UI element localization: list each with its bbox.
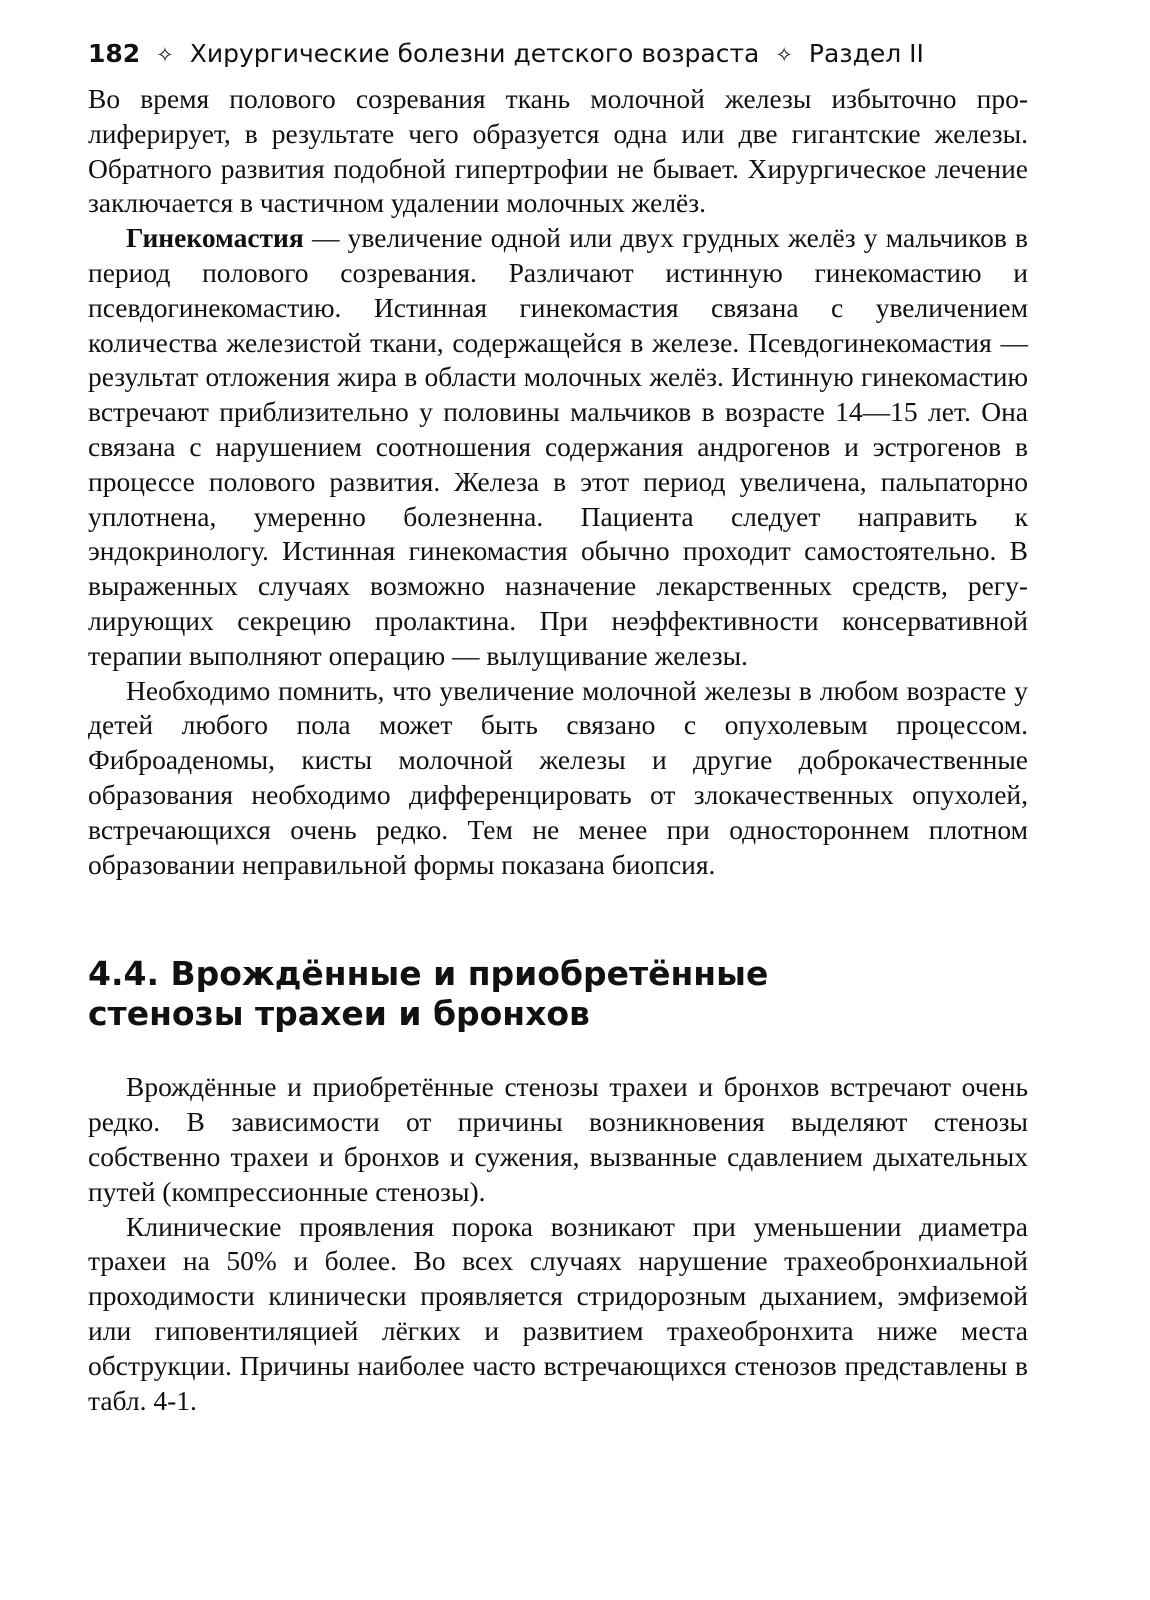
section-heading — [88, 954, 1028, 1034]
book-page — [88, 30, 1028, 1418]
paragraph-tumor: Необходимо помнить, что увеличение молочной железы в любом возрасте у детей любого пола может быть связано с опухолевым процессом. Фиброаденомы, кисты молочной железы и другие доброкачественные образования необходимо дифференцировать от злокачественных опухолей, встречающихся очень редко. Тем не менее при одностороннем плотном образовании неправильной формы показана биопсия. — [88, 674, 1028, 880]
running-head — [88, 30, 1028, 78]
page-number: 182 — [88, 39, 141, 68]
part-label: Раздел II — [808, 39, 924, 68]
section-body — [88, 1070, 1028, 1418]
gynecomastia-text: — увеличение одной или двух грудных желёз у мальчиков в период полового созревания. Различают истинную гинекомастию и псевдогинекомастию. Истинная гинекомастия связана с увеличением количества железистой ткани, содержащейся в железе. Псевдогинекомастия — результат отложения жира в области молочных желёз. Истинную гинекомастию встречают приблизительно у половины мальчиков в возрасте 14—15 лет. Она связана с нарушением соотношения содержания андрогенов и эстрогенов в процессе полового развития. Железа в этот период увеличена, пальпаторно уплотнена, умеренно болезненна. Пациента следует направить к эндокринологу. Истинная гинекомастия обычно проходит самостоятельно. В выраженных случаях возможно назначение лекарственных средств, регулирующих секрецию пролактина. При неэффективности консервативной терапии выполняют операцию — вылущивание железы. — [88, 222, 1028, 671]
paragraph-gynecomastia — [88, 221, 1028, 673]
section-heading-line1: 4.4. Врождённые и приобретённые — [88, 954, 769, 994]
paragraph-stenosis-clinical: Клинические проявления порока возникают при уменьшении диаметра трахеи на 50% и более. Во всех случаях нарушение трахеобронхиальной проходимости клинически проявляется стридорозным дыханием, эмфиземой или гиповентиляцией лёгких и развитием трахеобронхита ниже места обструкции. Причины наиболее часто встречающихся стенозов представлены в табл. 4-1. — [88, 1210, 1028, 1416]
separator-diamond-icon: ✧ — [156, 43, 174, 67]
term-gynecomastia: Гинекомастия — [126, 222, 304, 254]
body-text — [88, 82, 1028, 882]
separator-diamond-icon: ✧ — [775, 43, 793, 67]
paragraph-stenosis-intro: Врождённые и приобретённые стенозы трахеи и бронхов встречают очень редко. В зависимости от причины возникновения выделяют стенозы собственно трахеи и бронхов и сужения, вызванные сдавлением дыхательных путей (компрессионные стенозы). — [88, 1071, 1028, 1207]
section-heading-line2: стенозы трахеи и бронхов — [88, 994, 590, 1034]
book-title: Хирургические болезни детского возраста — [189, 39, 760, 68]
paragraph-puberty-hypertrophy: Во время полового созревания ткань молочной железы избыточно пролиферирует, в результате чего образуется одна или две гигантские железы. Обратного развития подобной гипертрофии не бывает. Хирургическое лечение заключается в частичном удалении молочных желёз. — [88, 83, 1028, 219]
